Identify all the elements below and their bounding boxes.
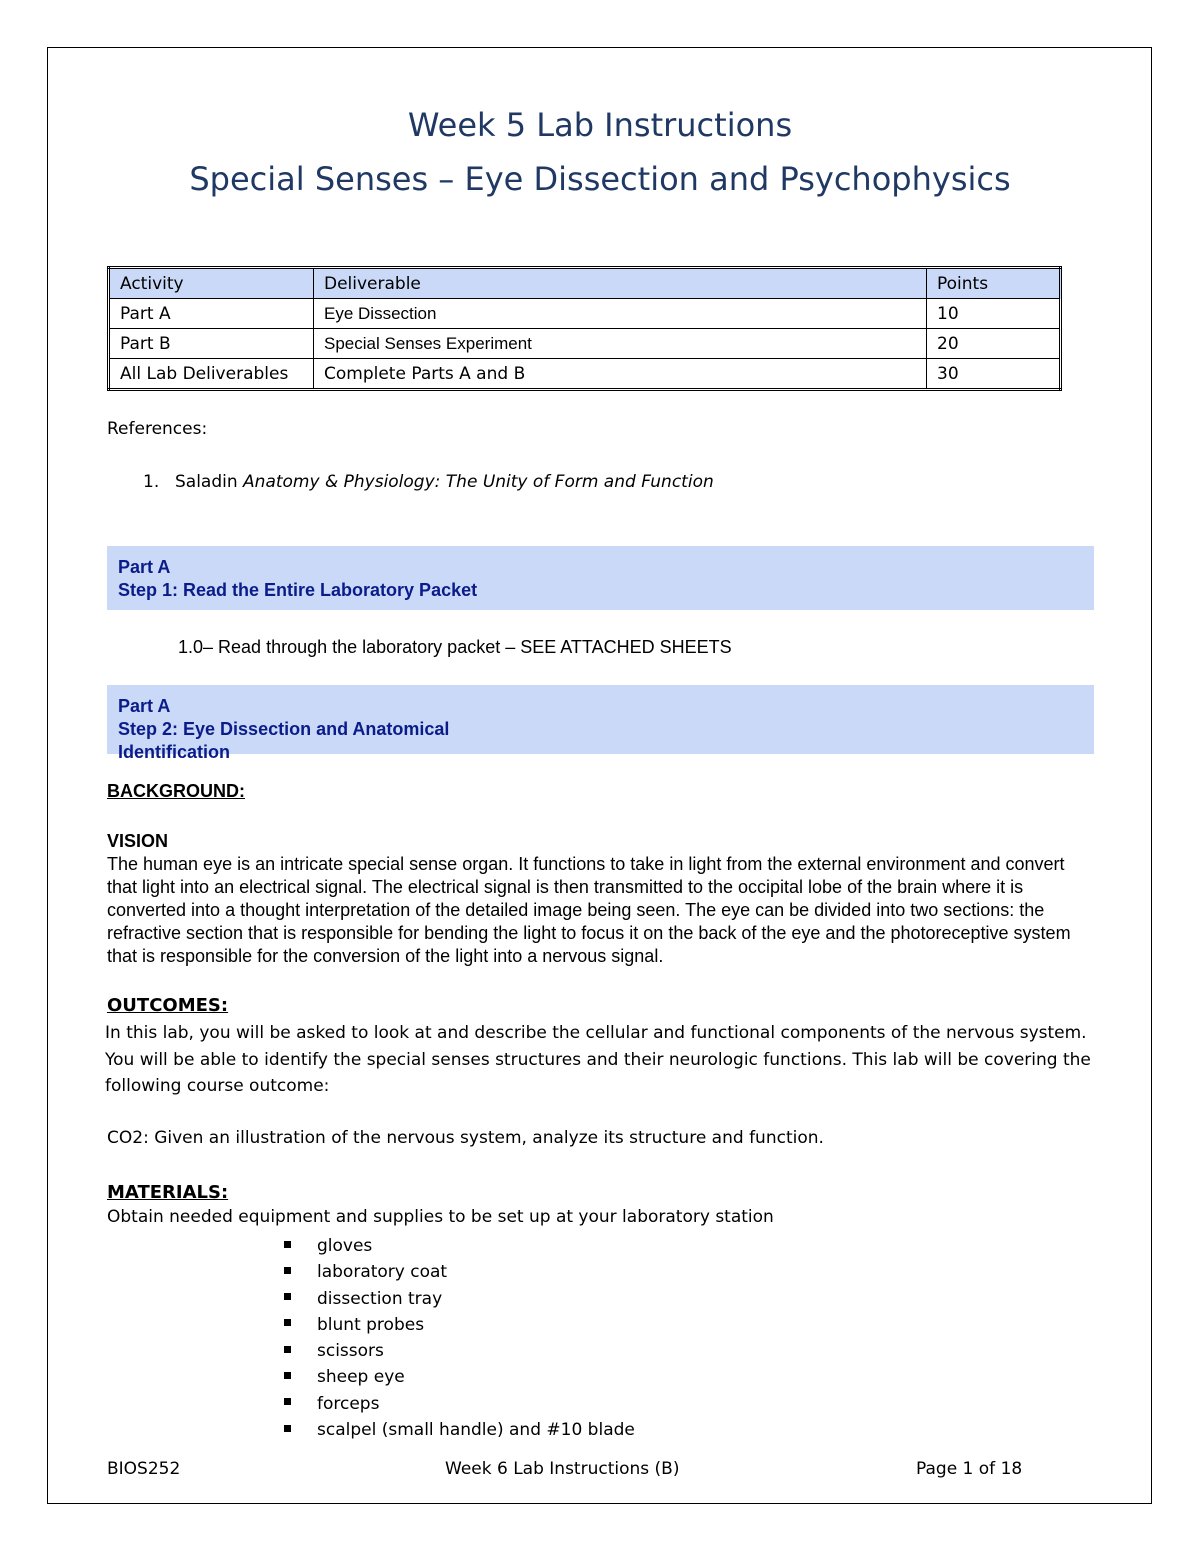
table-cell: 10 [927,299,1061,329]
material-label: gloves [317,1236,373,1256]
square-bullet-icon [284,1293,291,1300]
step1-part-label: Part A [118,557,171,577]
list-item [284,1418,635,1444]
footer-course: BIOS252 [107,1459,181,1479]
table-header-row [109,268,1061,299]
materials-heading: MATERIALS: [107,1182,229,1203]
reference-book-title: Anatomy & Physiology: The Unity of Form and Function [243,472,714,492]
material-label: scalpel (small handle) and #10 blade [317,1420,635,1441]
course-outcome-co2: CO2: Given an illustration of the nervous system, analyze its structure and function. [107,1128,824,1148]
material-label: laboratory coat [317,1262,448,1283]
list-item [284,1313,635,1339]
list-item [284,1260,635,1286]
table-cell: 20 [927,329,1061,359]
outcomes-paragraph: In this lab, you will be asked to look at and describe the cellular and functional components of the nervous system. You will be able to identify the special senses structures and their neurologic functions. This lab will be covering the following course outcome: [105,1023,1091,1096]
vision-paragraph: The human eye is an intricate special sense organ. It functions to take in light from the external environment and convert that light into an electrical signal. The electrical signal is then transmitted to the occipital lobe of the brain where it is converted into a thought interpretation of the detailed image being seen. The eye can be divided into two sections: the refractive section that is responsible for bending the light to focus it on the back of the eye and the photoreceptive system that is responsible for the conversion of the light into a nervous signal. [107,854,1071,966]
materials-intro: Obtain needed equipment and supplies to be set up at your laboratory station [107,1207,774,1227]
table-header-cell: Deliverable [314,268,927,299]
list-item [284,1287,635,1313]
list-item [284,1234,635,1260]
table-cell: Special Senses Experiment [314,329,927,359]
square-bullet-icon [284,1346,291,1353]
reference-number: 1. [143,472,160,492]
square-bullet-icon [284,1319,291,1326]
step2-banner [107,685,1094,762]
step2-title-line2: Identification [118,742,230,762]
table-cell: Complete Parts A and B [314,359,927,390]
square-bullet-icon [284,1241,291,1248]
table-row [109,329,1061,359]
material-label: dissection tray [317,1288,443,1309]
table-cell: Part A [109,299,314,329]
square-bullet-icon [284,1425,291,1432]
reference-author: Saladin [175,472,244,492]
table-header-cell: Activity [109,268,314,299]
material-label: scissors [317,1341,384,1362]
square-bullet-icon [284,1398,291,1405]
footer-page-number: Page 1 of 18 [916,1459,1023,1479]
deliverables-table [107,266,1062,391]
table-row [109,299,1061,329]
outcomes-heading: OUTCOMES: [107,995,229,1016]
table-cell: All Lab Deliverables [109,359,314,390]
table-row [109,359,1061,390]
square-bullet-icon [284,1267,291,1274]
material-label: blunt probes [317,1314,425,1335]
vision-heading: VISION [107,831,169,851]
step2-title-line1: Step 2: Eye Dissection and Anatomical [118,719,450,739]
list-item [284,1339,635,1365]
square-bullet-icon [284,1372,291,1379]
material-label: forceps [317,1393,380,1414]
page-subtitle: Special Senses – Eye Dissection and Psychophysics [189,160,1011,198]
list-item [284,1365,635,1391]
step1-title: Step 1: Read the Entire Laboratory Packet [118,580,478,600]
table-header-cell: Points [927,268,1061,299]
background-heading: BACKGROUND: [107,781,245,801]
materials-list [284,1234,635,1444]
table-cell: 30 [927,359,1061,390]
table-cell: Eye Dissection [314,299,927,329]
material-label: sheep eye [317,1367,405,1388]
references-label: References: [107,419,208,439]
reference-item [143,472,714,492]
page-title: Week 5 Lab Instructions [407,106,793,144]
step1-text: 1.0– Read through the laboratory packet – SEE ATTACHED SHEETS [178,637,732,657]
footer-document-title: Week 6 Lab Instructions (B) [445,1459,680,1479]
table-cell: Part B [109,329,314,359]
list-item [284,1392,635,1418]
step1-banner [107,546,1094,610]
step2-part-label: Part A [118,696,171,716]
